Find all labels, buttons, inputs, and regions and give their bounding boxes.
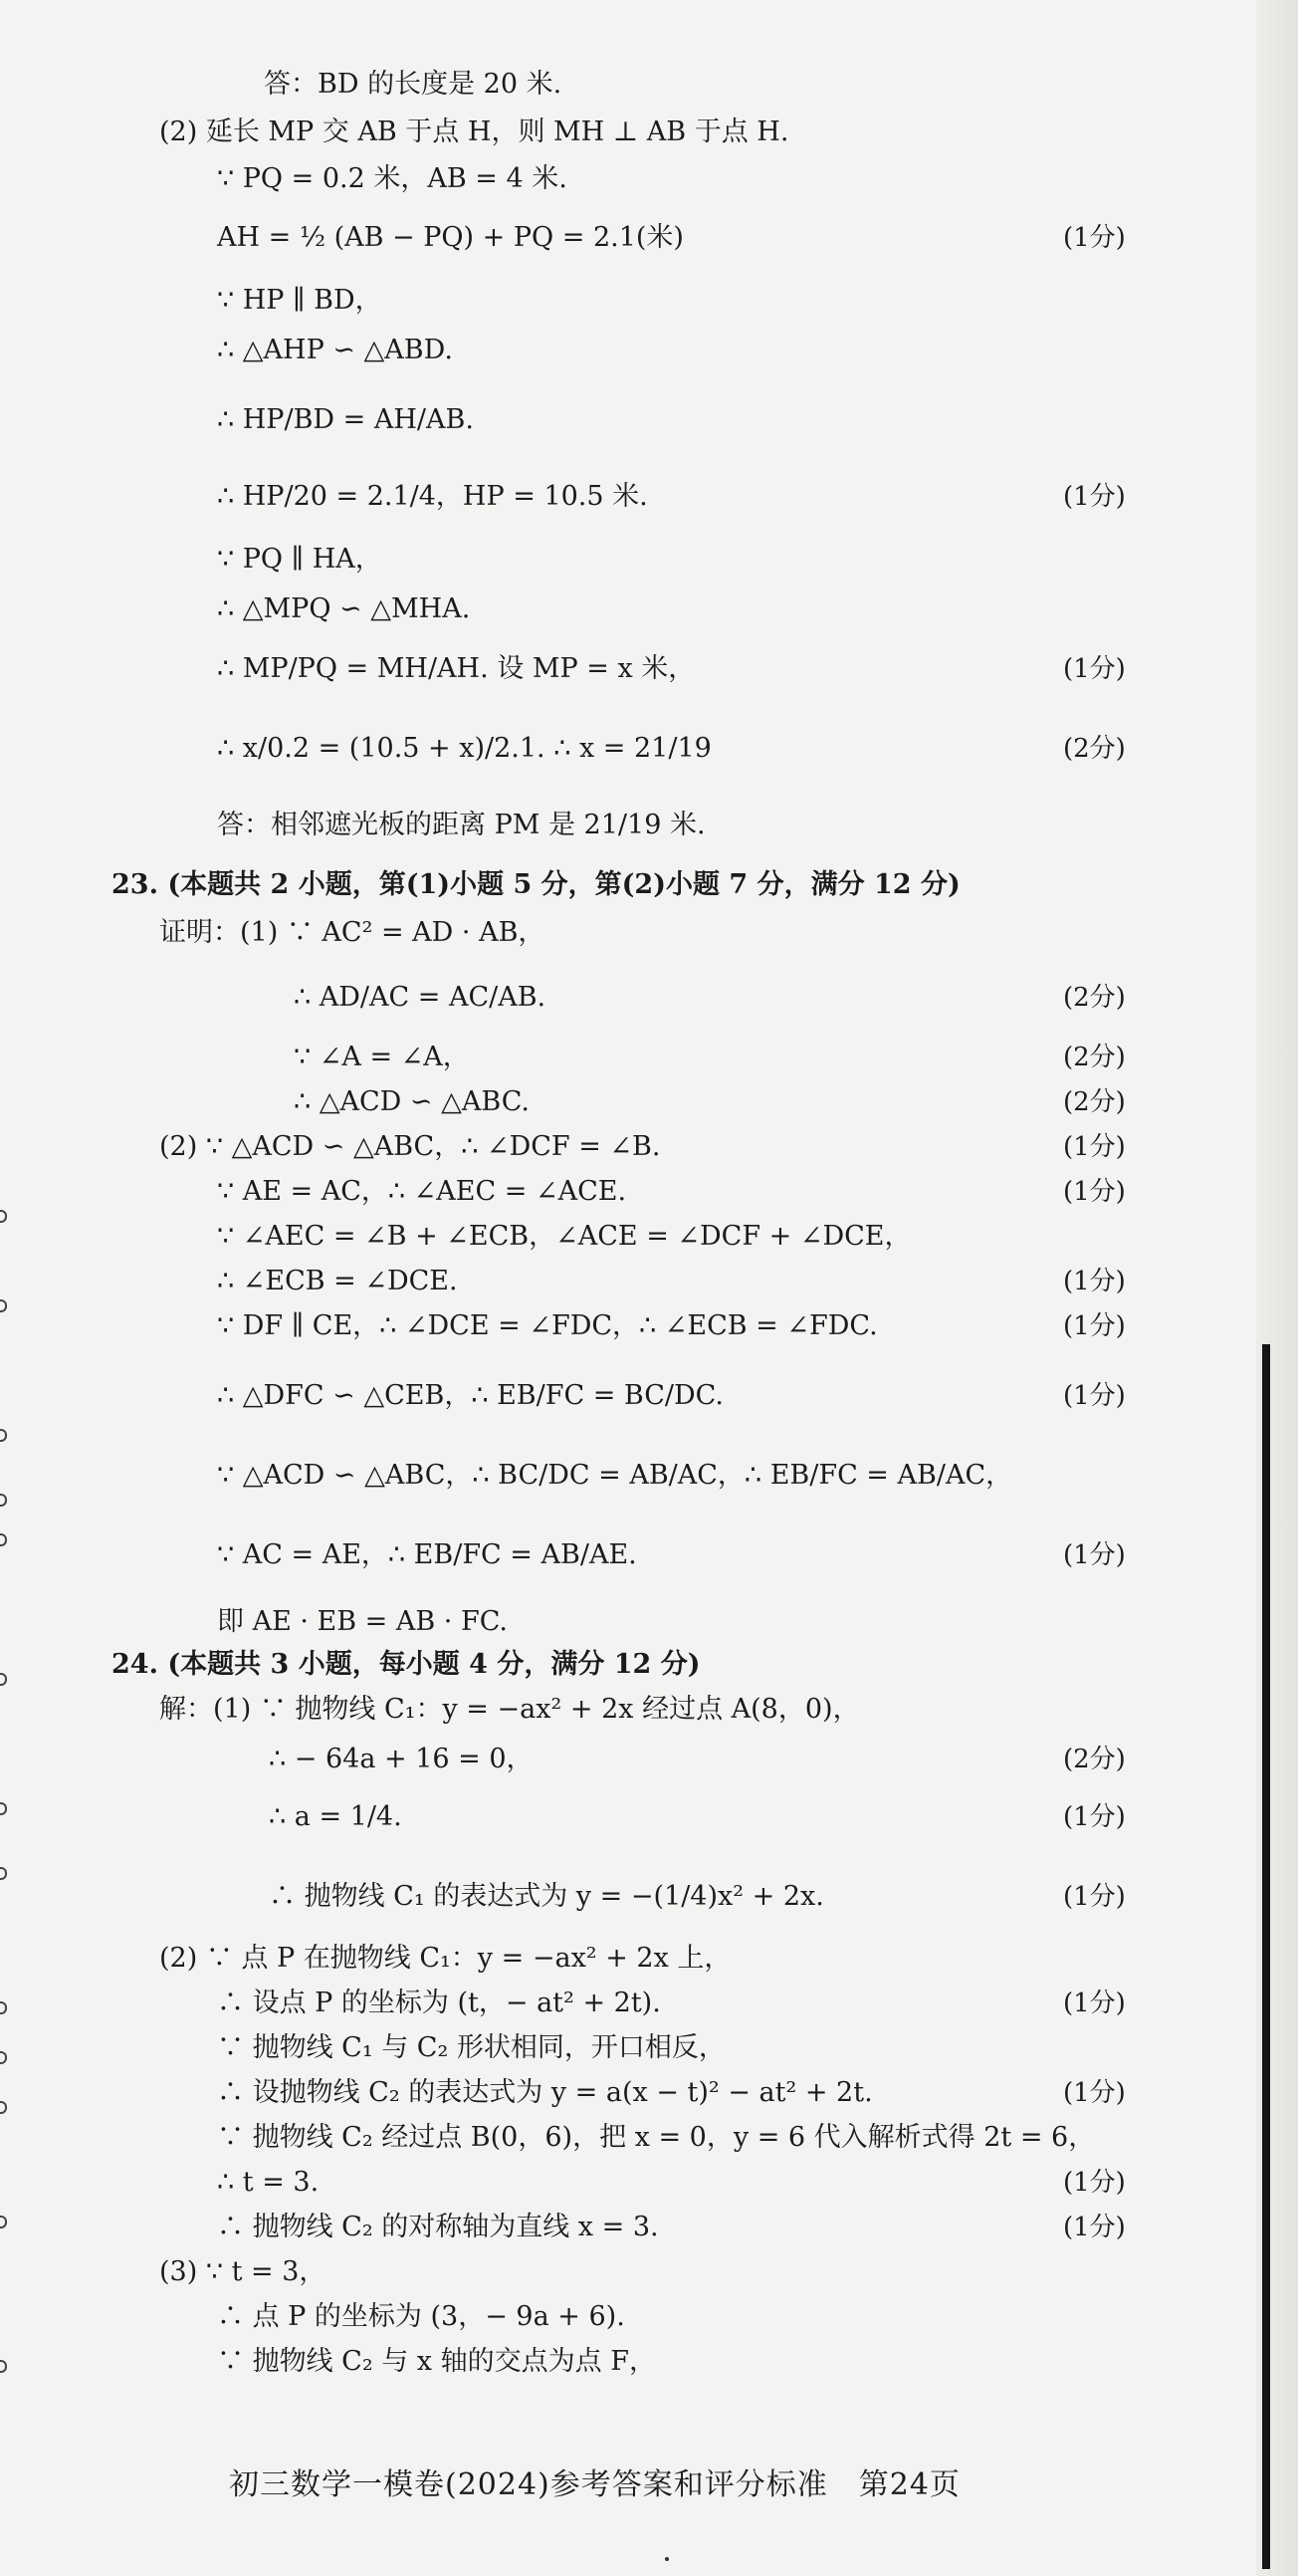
solution-line: 解：(1) ∵ 抛物线 C₁：y = −ax² + 2x 经过点 A(8，0)，: [159, 1694, 860, 1725]
score-mark: (1分): [1063, 1267, 1126, 1296]
solution-line: ∵ 抛物线 C₂ 经过点 B(0，6)，把 x = 0，y = 6 代入解析式得 2t = 6，: [217, 2122, 1096, 2153]
solution-line: 答：相邻遮光板的距离 PM 是 21/19 米.: [217, 810, 706, 840]
question-header: 23. (本题共 2 小题，第(1)小题 5 分，第(2)小题 7 分，满分 12 分): [111, 869, 961, 900]
score-mark: (1分): [1063, 1989, 1126, 2018]
solution-line: (3) ∵ t = 3，: [159, 2256, 326, 2287]
score-mark: (1分): [1063, 2213, 1126, 2242]
solution-line: ∴ t = 3.: [217, 2167, 320, 2198]
solution-line: ∴ 抛物线 C₂ 的对称轴为直线 x = 3.: [217, 2212, 659, 2242]
solution-line: ∵ HP ∥ BD，: [217, 285, 382, 316]
solution-line: 证明：(1) ∵ AC² = AD · AB，: [159, 917, 545, 948]
binding-mark: [0, 1673, 7, 1686]
score-mark: (1分): [1063, 2168, 1126, 2198]
binding-mark: [0, 1429, 7, 1442]
solution-line: ∴ 设抛物线 C₂ 的表达式为 y = a(x − t)² − at² + 2t.: [217, 2077, 873, 2108]
solution-line: ∵ △ACD ∽ △ABC，∴ BC/DC = AB/AC，∴ EB/FC = AB/AC，: [217, 1460, 1013, 1491]
score-mark: (1分): [1063, 2078, 1126, 2108]
solution-line: ∴ 抛物线 C₁ 的表达式为 y = −(1/4)x² + 2x.: [269, 1881, 824, 1912]
solution-line: ∵ AC = AE，∴ EB/FC = AB/AE.: [217, 1539, 637, 1570]
solution-line: ∴ △AHP ∽ △ABD.: [217, 335, 453, 365]
solution-line: ∴ x/0.2 = (10.5 + x)/2.1. ∴ x = 21/19: [217, 733, 712, 764]
binding-mark: [0, 1802, 7, 1815]
binding-mark: [0, 2216, 7, 2228]
solution-line: ∵ ∠AEC = ∠B + ∠ECB，∠ACE = ∠DCF + ∠DCE，: [217, 1221, 912, 1252]
score-mark: (2分): [1063, 734, 1126, 764]
score-mark: (2分): [1063, 1043, 1126, 1072]
solution-line: ∴ HP/BD = AH/AB.: [217, 404, 474, 435]
solution-line: (2) ∵ △ACD ∽ △ABC，∴ ∠DCF = ∠B.: [159, 1131, 661, 1162]
solution-line: ∴ ∠ECB = ∠DCE.: [217, 1266, 458, 1296]
binding-mark: [0, 1867, 7, 1880]
solution-line: AH = ½ (AB − PQ) + PQ = 2.1(米): [217, 222, 684, 253]
solution-line: ∴ △ACD ∽ △ABC.: [294, 1086, 531, 1117]
solution-line: ∵ ∠A = ∠A，: [294, 1042, 470, 1072]
score-mark: (1分): [1063, 1177, 1126, 1207]
solution-line: ∴ △DFC ∽ △CEB，∴ EB/FC = BC/DC.: [217, 1380, 724, 1411]
binding-mark: [0, 1299, 7, 1312]
scan-dark-strip: [1262, 1344, 1270, 2569]
solution-line: (2) 延长 MP 交 AB 于点 H，则 MH ⊥ AB 于点 H.: [159, 117, 789, 147]
solution-line: ∴ a = 1/4.: [269, 1801, 402, 1832]
solution-line: ∴ − 64a + 16 = 0，: [269, 1744, 534, 1774]
solution-line: ∴ 点 P 的坐标为 (3，− 9a + 6).: [217, 2301, 625, 2332]
solution-line: ∵ DF ∥ CE，∴ ∠DCE = ∠FDC，∴ ∠ECB = ∠FDC.: [217, 1310, 878, 1341]
binding-mark: [0, 2101, 7, 2114]
score-mark: (1分): [1063, 223, 1126, 253]
score-mark: (2分): [1063, 983, 1126, 1013]
solution-line: ∵ 抛物线 C₁ 与 C₂ 形状相同，开口相反，: [217, 2032, 726, 2063]
solution-line: ∴ 设点 P 的坐标为 (t，− at² + 2t).: [217, 1988, 661, 2018]
solution-line: 即 AE · EB = AB · FC.: [217, 1606, 508, 1637]
score-mark: (1分): [1063, 1882, 1126, 1912]
question-header: 24. (本题共 3 小题，每小题 4 分，满分 12 分): [111, 1649, 701, 1680]
binding-mark: [0, 1210, 7, 1223]
solution-line: ∴ MP/PQ = MH/AH. 设 MP = x 米，: [217, 653, 696, 684]
solution-line: 答：BD 的长度是 20 米.: [264, 69, 562, 100]
score-mark: (1分): [1063, 1311, 1126, 1341]
score-mark: (1分): [1063, 1381, 1126, 1411]
solution-line: ∵ PQ = 0.2 米，AB = 4 米.: [217, 163, 567, 194]
binding-mark: [0, 2001, 7, 2014]
solution-line: ∵ 抛物线 C₂ 与 x 轴的交点为点 F，: [217, 2346, 656, 2377]
scan-speck: [665, 2557, 669, 2561]
binding-mark: [0, 1494, 7, 1507]
binding-mark: [0, 1533, 7, 1546]
page-footer: 初三数学一模卷(2024)参考答案和评分标准 第24页: [229, 2467, 961, 2502]
solution-line: (2) ∵ 点 P 在抛物线 C₁：y = −ax² + 2x 上，: [159, 1943, 732, 1974]
solution-line: ∵ PQ ∥ HA，: [217, 544, 382, 575]
solution-line: ∴ AD/AC = AC/AB.: [294, 982, 546, 1013]
score-mark: (1分): [1063, 482, 1126, 512]
score-mark: (2分): [1063, 1087, 1126, 1117]
score-mark: (1分): [1063, 1540, 1126, 1570]
score-mark: (1分): [1063, 1802, 1126, 1832]
binding-mark: [0, 2051, 7, 2064]
score-mark: (2分): [1063, 1745, 1126, 1774]
score-mark: (1分): [1063, 654, 1126, 684]
solution-line: ∴ △MPQ ∽ △MHA.: [217, 593, 471, 624]
binding-mark: [0, 2360, 7, 2373]
solution-line: ∵ AE = AC，∴ ∠AEC = ∠ACE.: [217, 1176, 627, 1207]
solution-line: ∴ HP/20 = 2.1/4，HP = 10.5 米.: [217, 481, 648, 512]
score-mark: (1分): [1063, 1132, 1126, 1162]
